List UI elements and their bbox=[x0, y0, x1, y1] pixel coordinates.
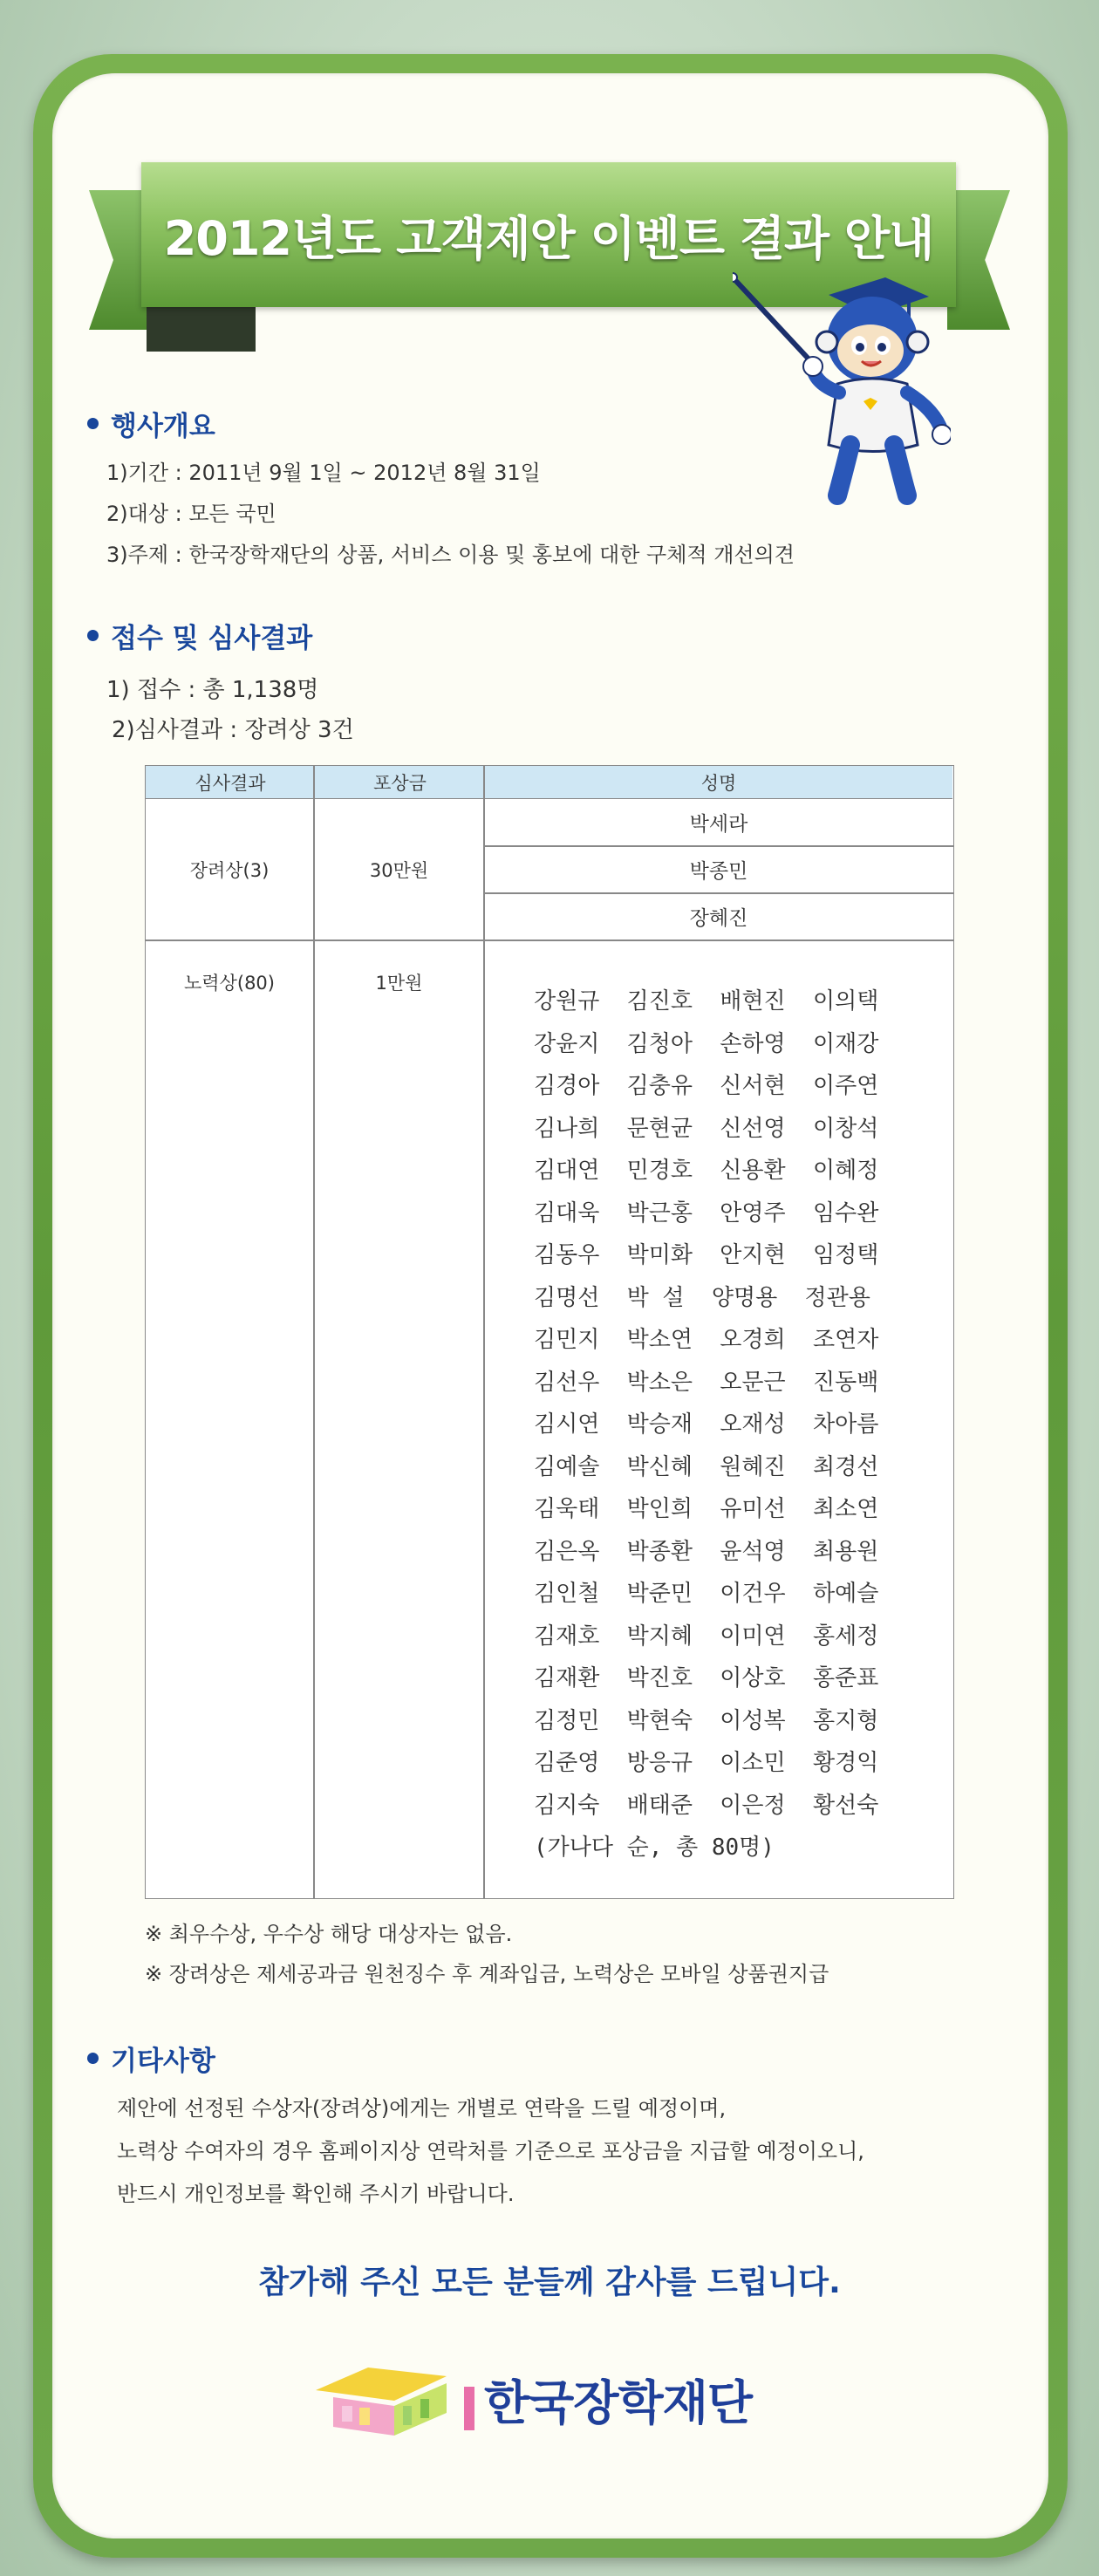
section-heading-text: 접수 및 심사결과 bbox=[111, 623, 313, 654]
table-header-prize: 포상금 bbox=[315, 766, 485, 799]
bullet-icon bbox=[87, 630, 99, 641]
mascot-illustration bbox=[733, 270, 951, 506]
note-line: ※ 장려상은 제세공과금 원천징수 후 계좌입금, 노력상은 모바일 상품권지급 bbox=[145, 1962, 829, 1986]
table-header-name: 성명 bbox=[485, 766, 952, 799]
name-row: 김지숙 배태준 이은정 황선숙 bbox=[534, 1792, 879, 1819]
encouragement-prize: 30만원 bbox=[369, 859, 429, 881]
name-row: 김명선 박 설 양명용 정관용 bbox=[534, 1284, 870, 1311]
encouragement-name: 박세라 bbox=[689, 813, 748, 836]
effort-prize: 1만원 bbox=[375, 973, 423, 994]
thanks-message: 참가해 주신 모든 분들께 감사를 드립니다. bbox=[258, 2265, 841, 2300]
overview-line-1: 1)기간 : 2011년 9월 1일 ~ 2012년 8월 31일 bbox=[106, 461, 541, 485]
name-row: 김대연 민경호 신용환 이혜정 bbox=[534, 1158, 879, 1184]
name-row: 김인철 박준민 이건우 하예슬 bbox=[534, 1581, 879, 1607]
encouragement-name: 박종민 bbox=[689, 860, 748, 883]
other-line-1: 제안에 선정된 수상자(장려상)에게는 개별로 연락을 드릴 예정이며, bbox=[117, 2096, 727, 2121]
results-line-1: 1) 접수 : 총 1,138명 bbox=[106, 677, 319, 703]
section-other-heading bbox=[87, 2039, 215, 2078]
name-row: 김시연 박승재 오재성 차아름 bbox=[534, 1411, 879, 1438]
bullet-icon bbox=[87, 418, 99, 429]
ribbon-fold-left bbox=[147, 304, 256, 352]
effort-category: 노력상(80) bbox=[184, 973, 275, 994]
other-line-2: 노력상 수여자의 경우 홈페이지상 연락처를 기준으로 포상금을 지급할 예정이오니, bbox=[117, 2139, 864, 2163]
name-row: (가나다 순, 총 80명) bbox=[534, 1835, 775, 1861]
section-heading-text: 행사개요 bbox=[111, 411, 215, 442]
name-row: 김욱태 박인희 유미선 최소연 bbox=[534, 1496, 879, 1522]
name-row: 김경아 김충유 신서현 이주연 bbox=[534, 1073, 879, 1099]
effort-name-list bbox=[534, 981, 900, 1869]
other-line-3: 반드시 개인정보를 확인해 주시기 바랍니다. bbox=[117, 2182, 515, 2206]
section-results-heading bbox=[87, 616, 312, 655]
name-row: 김재환 박진호 이상호 홍준표 bbox=[534, 1665, 879, 1691]
table-header-result: 심사결과 bbox=[146, 766, 315, 799]
name-row: 김민지 박소연 오경희 조연자 bbox=[534, 1327, 879, 1353]
overview-line-3: 3)주제 : 한국장학재단의 상품, 서비스 이용 및 홍보에 대한 구체적 개선의견 bbox=[106, 543, 795, 567]
page-title: 2012년도 고객제안 이벤트 결과 안내 bbox=[163, 210, 934, 266]
table-divider bbox=[146, 940, 953, 941]
name-row: 김정민 박현숙 이성복 홍지형 bbox=[534, 1707, 879, 1734]
section-overview-heading bbox=[87, 404, 215, 443]
section-heading-text: 기타사항 bbox=[111, 2046, 215, 2077]
logo-text: 한국장학재단 bbox=[484, 2375, 752, 2430]
name-row: 김나희 문현균 신선영 이창석 bbox=[534, 1115, 879, 1142]
name-row: 김대욱 박근홍 안영주 임수완 bbox=[534, 1199, 879, 1227]
name-row: 김은옥 박종환 윤석영 최용원 bbox=[534, 1538, 879, 1565]
results-line-2: 2)심사결과 : 장려상 3건 bbox=[112, 717, 354, 743]
encouragement-name: 장혜진 bbox=[689, 907, 748, 930]
note-line: ※ 최우수상, 우수상 해당 대상자는 없음. bbox=[145, 1922, 513, 1946]
name-row: 김재호 박지혜 이미연 홍세정 bbox=[534, 1623, 879, 1650]
encouragement-category: 장려상(3) bbox=[189, 859, 270, 881]
name-row: 김준영 방응규 이소민 황경익 bbox=[534, 1750, 879, 1776]
name-row: 김예솔 박신혜 원혜진 최경선 bbox=[534, 1453, 879, 1480]
name-row: 강원규 김진호 배현진 이의택 bbox=[534, 988, 879, 1015]
overview-line-2: 2)대상 : 모든 국민 bbox=[106, 502, 276, 526]
name-row: 김동우 박미화 안지현 임정택 bbox=[534, 1242, 879, 1268]
name-row: 김선우 박소은 오문근 진동백 bbox=[534, 1369, 879, 1396]
name-row: 강윤지 김청아 손하영 이재강 bbox=[534, 1030, 879, 1057]
bullet-icon bbox=[87, 2053, 99, 2064]
